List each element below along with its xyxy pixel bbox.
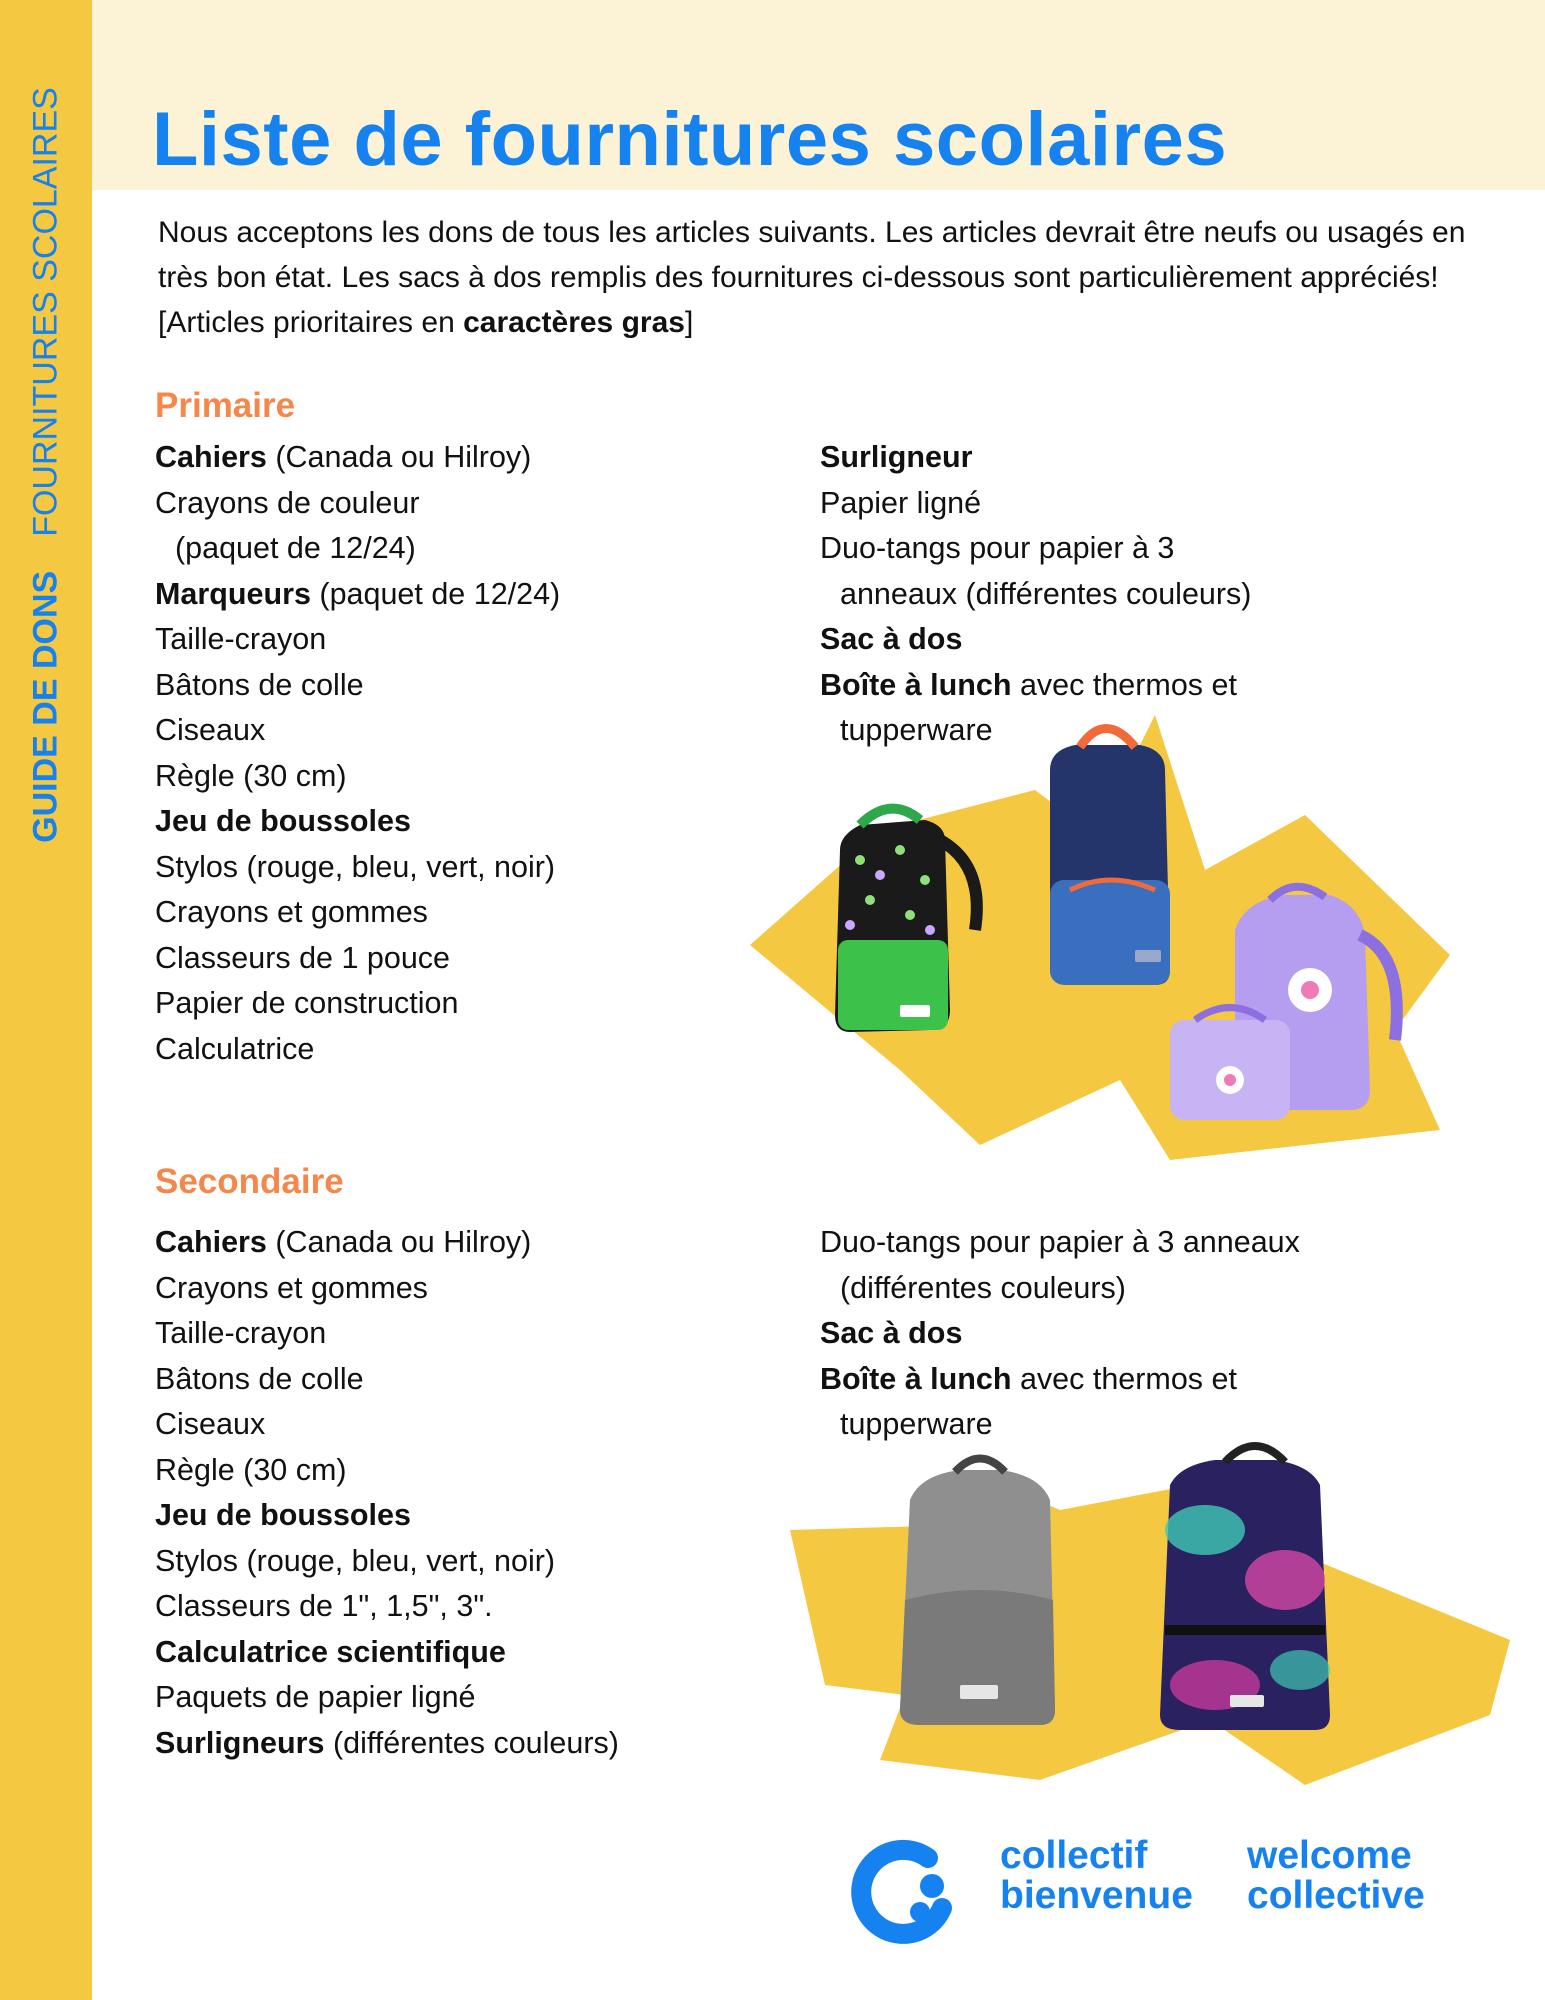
- list-item-text: (différentes couleurs): [840, 1270, 1126, 1305]
- list-item-priority: Sac à dos: [820, 622, 963, 656]
- list-item: [820, 1311, 1300, 1357]
- list-item-priority: Jeu de boussoles: [155, 1498, 411, 1532]
- list-item: [155, 1584, 619, 1630]
- secondaire-right-list: [820, 1220, 1300, 1448]
- list-item-text: Bâtons de colle: [155, 1361, 364, 1396]
- list-item-text: Crayons de couleur: [155, 485, 420, 520]
- list-item: [820, 572, 1251, 618]
- list-item: [155, 1539, 619, 1585]
- list-item: [155, 981, 560, 1027]
- list-item-text: tupperware: [840, 1407, 993, 1441]
- primaire-heading: Primaire: [155, 386, 296, 425]
- list-item-text: (Canada ou Hilroy): [266, 440, 532, 474]
- list-item: [155, 1311, 619, 1357]
- list-item-text: Taille-crayon: [155, 622, 327, 656]
- list-item-priority: Sac à dos: [820, 1316, 963, 1350]
- list-item-text: Classeurs de 1 pouce: [155, 940, 451, 975]
- list-item: [155, 845, 560, 891]
- logo-en-line1: welcome: [1247, 1834, 1412, 1877]
- list-item: [155, 1357, 619, 1403]
- list-item: [155, 1630, 619, 1676]
- list-item: [820, 1220, 1300, 1266]
- primaire-left-list: [155, 435, 560, 1072]
- list-item: [155, 754, 560, 800]
- list-item-text: (différentes couleurs): [324, 1725, 619, 1760]
- list-item: [155, 663, 560, 709]
- list-item: [155, 799, 560, 845]
- list-item-text: Règle (30 cm): [155, 758, 347, 793]
- intro-text: Nous acceptons les dons de tous les articles suivants. Les articles devrait être neufs ou usagés en très bon état. Les sacs à dos remplis des fournitures ci-dessous sont particulièrement appréciés! [Articles prioritaires en: [158, 216, 1466, 339]
- list-item-text: Classeurs de 1", 1,5", 3".: [155, 1589, 493, 1623]
- list-item-text: Paquets de papier ligné: [155, 1680, 476, 1714]
- list-item-text: Taille-crayon: [155, 1316, 327, 1350]
- list-item: [155, 1493, 619, 1539]
- list-item: [820, 1266, 1300, 1312]
- list-item-priority: Marqueurs: [155, 576, 311, 611]
- list-item: [820, 435, 1251, 481]
- list-item: [155, 1402, 619, 1448]
- list-item: [820, 617, 1251, 663]
- list-item-priority: Cahiers: [155, 1225, 267, 1259]
- list-item: [155, 1721, 619, 1767]
- list-item-text: Règle (30 cm): [155, 1452, 347, 1487]
- sidebar-label-bold: GUIDE DE DONS: [26, 570, 65, 843]
- list-item: [820, 1357, 1300, 1403]
- intro-paragraph: [158, 210, 1488, 345]
- list-item-priority: Surligneurs: [155, 1725, 325, 1760]
- list-item-text: Crayons et gommes: [155, 895, 428, 929]
- list-item-priority: Surligneur: [820, 440, 973, 474]
- list-item: [155, 708, 560, 754]
- list-item-text: avec thermos et: [1011, 667, 1237, 702]
- list-item: [155, 1266, 619, 1312]
- list-item-priority: Boîte à lunch: [820, 667, 1012, 702]
- list-item: [155, 1448, 619, 1494]
- list-item-text: Crayons et gommes: [155, 1270, 428, 1305]
- list-item: [155, 890, 560, 936]
- list-item: [155, 1027, 560, 1073]
- intro-end: ]: [684, 306, 694, 339]
- list-item: [155, 481, 560, 527]
- collective-hands-icon: [850, 1838, 960, 1948]
- list-item-text: (paquet de 12/24): [175, 531, 416, 565]
- list-item-text: Bâtons de colle: [155, 667, 364, 702]
- list-item-text: Stylos (rouge, bleu, vert, noir): [155, 849, 556, 884]
- list-item-text: Ciseaux: [155, 1407, 266, 1441]
- list-item-text: Ciseaux: [155, 713, 266, 747]
- backpacks-illustration: [750, 700, 1470, 1160]
- list-item: [155, 1675, 619, 1721]
- secondaire-left-list: [155, 1220, 619, 1766]
- list-item-text: avec thermos et: [1011, 1361, 1237, 1396]
- list-item: [155, 617, 560, 663]
- backpack-icon: [1160, 1446, 1330, 1730]
- list-item-text: tupperware: [840, 713, 993, 747]
- backpack-icon: [900, 1459, 1055, 1726]
- list-item-priority: Calculatrice scientifique: [155, 1634, 506, 1669]
- page-title: Liste de fournitures scolaires: [152, 97, 1228, 182]
- list-item-text: anneaux (différentes couleurs): [840, 576, 1252, 611]
- secondaire-heading: Secondaire: [155, 1162, 344, 1201]
- list-item: [155, 936, 560, 982]
- intro-bold: caractères gras: [463, 306, 685, 339]
- list-item: [155, 572, 560, 618]
- list-item-priority: Boîte à lunch: [820, 1361, 1012, 1396]
- list-item-text: (Canada ou Hilroy): [266, 1225, 532, 1259]
- logo-fr-line1: collectif: [1000, 1834, 1148, 1877]
- list-item: [155, 1220, 619, 1266]
- logo-en-line2: collective: [1247, 1874, 1425, 1917]
- list-item: [820, 526, 1251, 572]
- list-item-text: Calculatrice: [155, 1031, 315, 1066]
- list-item-text: Papier ligné: [820, 485, 982, 520]
- list-item: [155, 435, 560, 481]
- list-item-text: Duo-tangs pour papier à 3 anneaux: [820, 1225, 1300, 1259]
- list-item-text: Papier de construction: [155, 986, 459, 1020]
- list-item: [820, 481, 1251, 527]
- sidebar-label-light: FOURNITURES SCOLAIRES: [26, 87, 65, 537]
- list-item-priority: Cahiers: [155, 440, 267, 474]
- list-item-priority: Jeu de boussoles: [155, 804, 411, 838]
- list-item-text: (paquet de 12/24): [310, 576, 561, 611]
- logo-fr-line2: bienvenue: [1000, 1874, 1193, 1917]
- sidebar-label: [27, 87, 66, 843]
- backpack-icon: [1050, 729, 1170, 986]
- backpacks-illustration: [785, 1440, 1515, 1795]
- welcome-collective-logo: [850, 1834, 1425, 1953]
- list-item-text: Stylos (rouge, bleu, vert, noir): [155, 1543, 556, 1578]
- list-item: [155, 526, 560, 572]
- list-item-text: Duo-tangs pour papier à 3: [820, 531, 1175, 565]
